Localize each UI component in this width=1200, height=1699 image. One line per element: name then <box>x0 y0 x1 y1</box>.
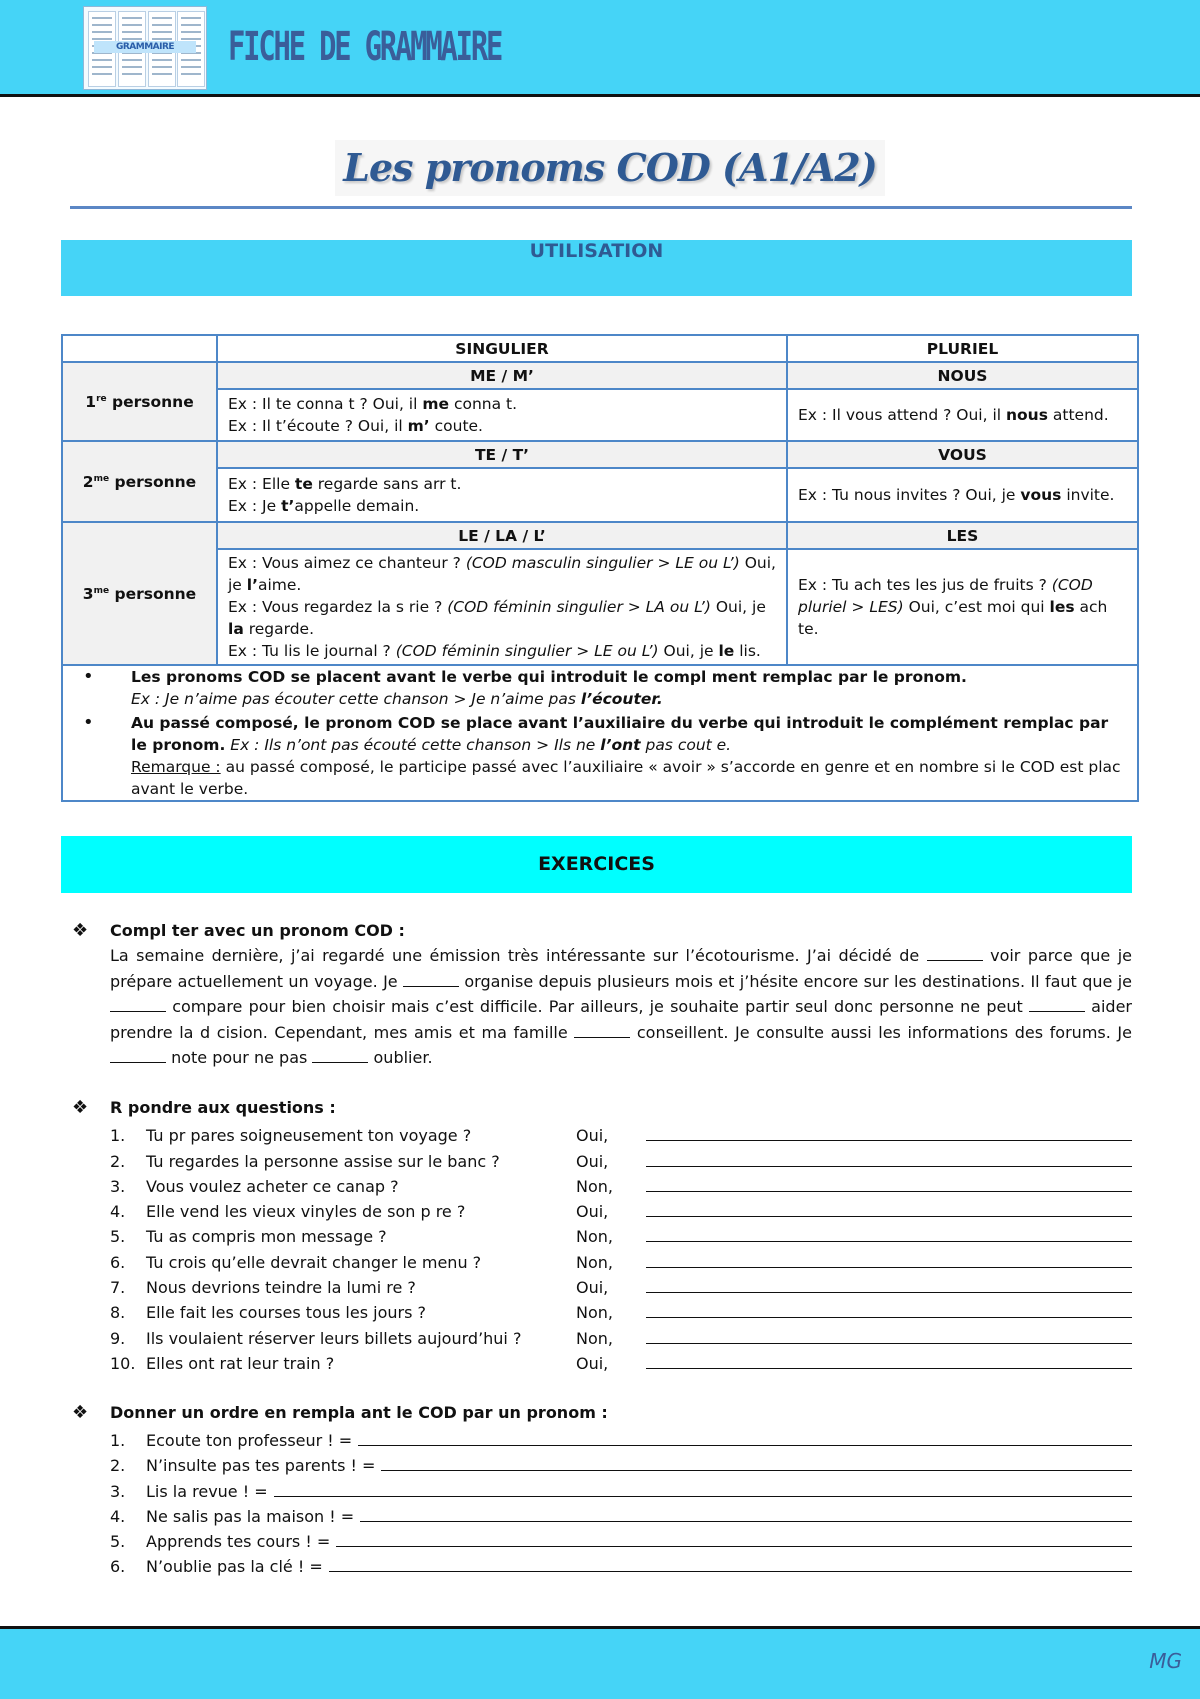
question-row: 2. Tu regardes la personne assise sur le banc ? Oui, <box>72 1145 1132 1170</box>
answer-line[interactable] <box>646 1215 1132 1217</box>
exercise-1 <box>72 917 1132 1071</box>
bullet-icon: • <box>83 666 94 687</box>
usage-notes <box>62 665 1138 801</box>
question-row: 7. Nous devrions teindre la lumi re ? Oui, <box>72 1272 1132 1297</box>
example-plural-1: Ex : Il vous attend ? Oui, il nous attend. <box>787 389 1138 441</box>
order-row: 4. Ne salis pas la maison ! = <box>72 1501 1132 1526</box>
answer-line[interactable] <box>381 1469 1132 1471</box>
pronoun-head-plural-3: LES <box>787 522 1138 549</box>
answer-line[interactable] <box>274 1495 1132 1497</box>
answer-line[interactable] <box>360 1520 1132 1522</box>
fill-blank[interactable] <box>403 972 459 987</box>
exercise-2 <box>72 1094 1132 1373</box>
logo-text: GRAMMAIRE <box>94 41 196 53</box>
grammar-table <box>61 334 1139 802</box>
footer-mark: MG <box>1149 1649 1182 1673</box>
page-title: Les pronoms COD (A1/A2) <box>335 140 885 196</box>
table-corner-cell <box>62 335 217 362</box>
note-item: • Les pronoms COD se placent avant le verbe qui introduit le compl ment remplac par le pronom. Ex : Je n’aime pas écouter cette chanson > Je n’aime pas l’écouter. <box>73 666 1127 710</box>
pronoun-head-plural-2: VOUS <box>787 441 1138 468</box>
person-cell-1: 1re personne <box>62 362 217 441</box>
question-row: 4. Elle vend les vieux vinyles de son p re ? Oui, <box>72 1196 1132 1221</box>
example-plural-2: Ex : Tu nous invites ? Oui, je vous invite. <box>787 468 1138 522</box>
diamond-bullet-icon: ❖ <box>72 1401 89 1423</box>
order-row: 6. N’oublie pas la clé ! = <box>72 1551 1132 1576</box>
title-divider <box>70 206 1132 209</box>
example-plural-3: Ex : Tu ach tes les jus de fruits ? (COD pluriel > LES) Oui, c’est moi qui les ach te. <box>787 549 1138 665</box>
order-row: 5. Apprends tes cours ! = <box>72 1526 1132 1551</box>
diamond-bullet-icon: ❖ <box>72 1096 89 1118</box>
fill-blank[interactable] <box>312 1048 368 1063</box>
fill-blank[interactable] <box>1029 997 1085 1012</box>
order-row: 1. Ecoute ton professeur ! = <box>72 1425 1132 1450</box>
question-row: 3. Vous voulez acheter ce canap ? Non, <box>72 1171 1132 1196</box>
question-row: 6. Tu crois qu’elle devrait changer le menu ? Non, <box>72 1246 1132 1271</box>
answer-line[interactable] <box>336 1545 1132 1547</box>
order-row: 3. Lis la revue ! = <box>72 1475 1132 1500</box>
question-row: 8. Elle fait les courses tous les jours ? Non, <box>72 1297 1132 1322</box>
exercise-2-title: R pondre aux questions : <box>110 1097 336 1117</box>
exercise-3 <box>72 1399 1132 1576</box>
answer-line[interactable] <box>329 1570 1132 1572</box>
column-header-plural: PLURIEL <box>787 335 1138 362</box>
example-singular-2: Ex : Elle te regarde sans arr t. Ex : Je t’appelle demain. <box>217 468 787 522</box>
example-singular-1: Ex : Il te conna t ? Oui, il me conna t. Ex : Il t’écoute ? Oui, il m’ coute. <box>217 389 787 441</box>
answer-line[interactable] <box>646 1190 1132 1192</box>
fill-blank[interactable] <box>110 1048 166 1063</box>
answer-line[interactable] <box>646 1342 1132 1344</box>
answer-line[interactable] <box>646 1367 1132 1369</box>
header-band <box>0 0 1200 97</box>
section-heading-utilisation: UTILISATION <box>61 240 1132 296</box>
section-heading-exercices: EXERCICES <box>61 836 1132 893</box>
pronoun-head-singular-1: ME / M’ <box>217 362 787 389</box>
fill-blank[interactable] <box>927 946 983 961</box>
answer-line[interactable] <box>646 1316 1132 1318</box>
pronoun-head-singular-2: TE / T’ <box>217 441 787 468</box>
column-header-singular: SINGULIER <box>217 335 787 362</box>
question-row: 10. Elles ont rat leur train ? Oui, <box>72 1348 1132 1373</box>
header-title: FICHE DE GRAMMAIRE <box>228 24 502 70</box>
answer-line[interactable] <box>646 1139 1132 1141</box>
question-row: 9. Ils voulaient réserver leurs billets aujourd’hui ? Non, <box>72 1322 1132 1347</box>
fill-blank[interactable] <box>110 997 166 1012</box>
answer-line[interactable] <box>358 1444 1132 1446</box>
diamond-bullet-icon: ❖ <box>72 919 89 941</box>
question-row: 1. Tu pr pares soigneusement ton voyage ? Oui, <box>72 1120 1132 1145</box>
person-cell-2: $2^{me}$ personne <box>62 441 217 522</box>
answer-line[interactable] <box>646 1266 1132 1268</box>
answer-line[interactable] <box>646 1291 1132 1293</box>
answer-line[interactable] <box>646 1165 1132 1167</box>
exercise-1-title: Compl ter avec un pronom COD : <box>110 920 405 940</box>
fill-blank[interactable] <box>574 1023 630 1038</box>
footer-band <box>0 1626 1200 1699</box>
pronoun-head-plural-1: NOUS <box>787 362 1138 389</box>
pronoun-head-singular-3: LE / LA / L’ <box>217 522 787 549</box>
grammar-logo <box>83 6 207 90</box>
exercise-1-text: La semaine dernière, j’ai regardé une émission très intéressante sur l’écotourisme. J’ai décidé de voir parce que je prépare actuellement un voyage. Je organise depuis plusieurs mois et j’hésite encore sur les destinations. Il faut que je compare pour bien choisir mais c’est difficile. Par ailleurs, je souhaite partir seul donc personne ne peut aider prendre la d cision. Cependant, mes amis et ma famille conseillent. Je consulte aussi les informations des forums. Je note pour ne pas oublier. <box>110 946 1132 1067</box>
example-singular-3: Ex : Vous aimez ce chanteur ? (COD masculin singulier > LE ou L’) Oui, je l’aime. Ex : Vous regardez la s rie ? (COD féminin singulier > LA ou L’) Oui, je la regarde. Ex : Tu lis le journal ? (COD féminin singulier > LE ou L’) Oui, je le lis. <box>217 549 787 665</box>
bullet-icon: • <box>83 712 94 733</box>
note-item: • Au passé composé, le pronom COD se place avant l’auxiliaire du verbe qui introduit le complément remplac par le pronom. Ex : Ils n’ont pas écouté cette chanson > Ils ne l’ont pas cout e. Remarque : au passé composé, le participe passé avec l’auxiliaire « avoir » s’accorde en genre et en nombre si le COD est plac avant le verbe. <box>73 712 1127 800</box>
answer-line[interactable] <box>646 1240 1132 1242</box>
person-cell-3: $3^{me}$ personne <box>62 522 217 665</box>
question-row: 5. Tu as compris mon message ? Non, <box>72 1221 1132 1246</box>
exercise-3-title: Donner un ordre en rempla ant le COD par un pronom : <box>110 1402 608 1422</box>
order-row: 2. N’insulte pas tes parents ! = <box>72 1450 1132 1475</box>
